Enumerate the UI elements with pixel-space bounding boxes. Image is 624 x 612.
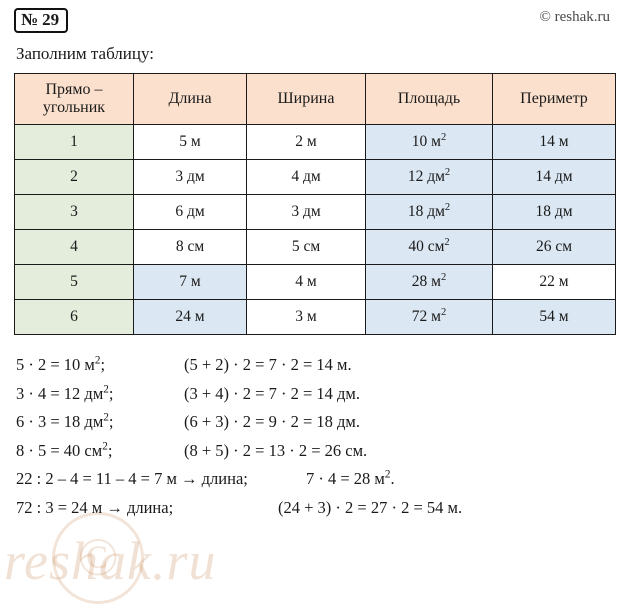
watermark-text: reshak.ru: [4, 531, 217, 591]
solution-right-sup: 2: [384, 468, 391, 481]
cell-area-sup: 2: [444, 166, 451, 178]
cell-length: 8 см: [134, 230, 247, 265]
solution-left: [16, 441, 184, 461]
cell-index: 3: [15, 195, 134, 230]
cell-area: [366, 195, 493, 230]
solution-block: [16, 355, 610, 526]
solution-left-post: ;: [108, 412, 114, 431]
solution-right-text: (8 + 5) · 2 = 13 · 2 = 26 см.: [184, 440, 368, 460]
rectangles-table: [14, 73, 616, 335]
table-row: [15, 230, 616, 265]
cell-area-value: 10 м: [411, 133, 441, 150]
cell-index: 5: [15, 265, 134, 300]
solution-right-text: 7 · 4 = 28 м: [306, 469, 385, 488]
cell-area-value: 72 м: [411, 308, 441, 325]
solution-left-post: ;: [108, 383, 114, 403]
solution-left-text: 72 : 3 = 24 м → длина;: [16, 497, 174, 517]
cell-width: 5 см: [247, 230, 366, 265]
column-header-length: Длина: [134, 74, 247, 125]
cell-area-sup: 2: [444, 236, 450, 248]
solution-right: [184, 412, 610, 432]
cell-width: 3 м: [247, 300, 366, 335]
cell-area-sup: 2: [444, 201, 451, 213]
cell-area: [366, 300, 493, 335]
cell-length: 7 м: [134, 265, 247, 300]
cell-width: 3 дм: [247, 195, 366, 230]
solution-line: [16, 441, 610, 470]
solution-right-text: (5 + 2) · 2 = 7 · 2 = 14 м.: [184, 355, 352, 374]
cell-width: 2 м: [247, 125, 366, 160]
solution-right: [184, 355, 610, 375]
cell-length: 3 дм: [134, 160, 247, 195]
number-sign: №: [21, 10, 39, 29]
column-header-perimeter: Периметр: [493, 74, 616, 125]
solution-line: [16, 355, 610, 384]
column-header-rectangle: [15, 74, 134, 125]
solution-left: [16, 498, 266, 518]
cell-perimeter: 14 м: [493, 125, 616, 160]
table-body: [15, 125, 616, 335]
solution-line: [16, 384, 610, 413]
cell-index: 6: [15, 300, 134, 335]
cell-area: [366, 265, 493, 300]
cell-perimeter: 54 м: [493, 300, 616, 335]
solution-line: [16, 412, 610, 441]
cell-length: 6 дм: [134, 195, 247, 230]
solution-right-text: (3 + 4) · 2 = 7 · 2 = 14 дм.: [184, 383, 360, 403]
column-header-width: Ширина: [247, 74, 366, 125]
solution-left-text: 8 · 5 = 40 см: [16, 440, 103, 460]
table-row: [15, 195, 616, 230]
solution-left-post: ;: [107, 440, 113, 460]
cell-perimeter: 26 см: [493, 230, 616, 265]
table-row: [15, 300, 616, 335]
cell-area-value: 18 дм: [407, 203, 445, 220]
task-number: 29: [42, 10, 60, 29]
task-number-badge: [14, 8, 68, 33]
column-header-rectangle-line1: Прямо –: [45, 80, 103, 98]
solution-left-sup: 2: [94, 354, 101, 367]
intro-text: Заполним таблицу:: [16, 44, 154, 63]
solution-left-text: 3 · 4 = 12 дм: [16, 383, 104, 403]
cell-area-sup: 2: [440, 131, 447, 143]
solution-left-sup: 2: [102, 440, 108, 452]
table-row: [15, 125, 616, 160]
cell-area: [366, 160, 493, 195]
cell-area: [366, 125, 493, 160]
solution-line: [16, 498, 610, 527]
cell-area: [366, 230, 493, 265]
solution-left-sup: 2: [103, 411, 109, 424]
table-row: [15, 265, 616, 300]
cell-area-value: 40 см: [408, 238, 445, 255]
cell-area-sup: 2: [440, 271, 447, 283]
solution-left-sup: 2: [103, 383, 109, 395]
cell-length: 5 м: [134, 125, 247, 160]
site-watermark: © reshak.ru: [539, 9, 610, 25]
cell-index: 1: [15, 125, 134, 160]
solution-line: [16, 469, 610, 498]
solution-right: [184, 441, 610, 461]
column-header-rectangle-line2: угольник: [42, 99, 106, 116]
solution-right-post: .: [390, 469, 395, 488]
solution-right-text: (6 + 3) · 2 = 9 · 2 = 18 дм.: [184, 412, 360, 431]
solution-left: [16, 355, 184, 375]
cell-width: 4 дм: [247, 160, 366, 195]
cell-index: 2: [15, 160, 134, 195]
solution-left: [16, 384, 184, 404]
cell-index: 4: [15, 230, 134, 265]
table-header-row: [15, 74, 616, 125]
cell-area-value: 12 дм: [407, 168, 445, 185]
cell-perimeter: 18 дм: [493, 195, 616, 230]
table-row: [15, 160, 616, 195]
cell-perimeter: 22 м: [493, 265, 616, 300]
table-head: [15, 74, 616, 125]
solution-right: [184, 384, 610, 404]
page-header: [14, 8, 610, 34]
solution-left-post: ;: [100, 355, 106, 374]
solution-left-text: 5 · 2 = 10 м: [16, 355, 95, 374]
solution-left-text: 22 : 2 – 4 = 11 – 4 = 7 м → длина;: [16, 469, 248, 488]
solution-right: [266, 498, 610, 518]
solution-left: [16, 469, 266, 489]
cell-area-value: 28 м: [411, 273, 441, 290]
cell-perimeter: 14 дм: [493, 160, 616, 195]
solution-left: [16, 412, 184, 432]
solution-left-text: 6 · 3 = 18 дм: [16, 412, 104, 431]
cell-width: 4 м: [247, 265, 366, 300]
solution-right: [266, 469, 610, 489]
solution-right-text: (24 + 3) · 2 = 27 · 2 = 54 м.: [278, 497, 463, 517]
cell-length: 24 м: [134, 300, 247, 335]
cell-area-sup: 2: [440, 306, 447, 318]
column-header-area: Площадь: [366, 74, 493, 125]
